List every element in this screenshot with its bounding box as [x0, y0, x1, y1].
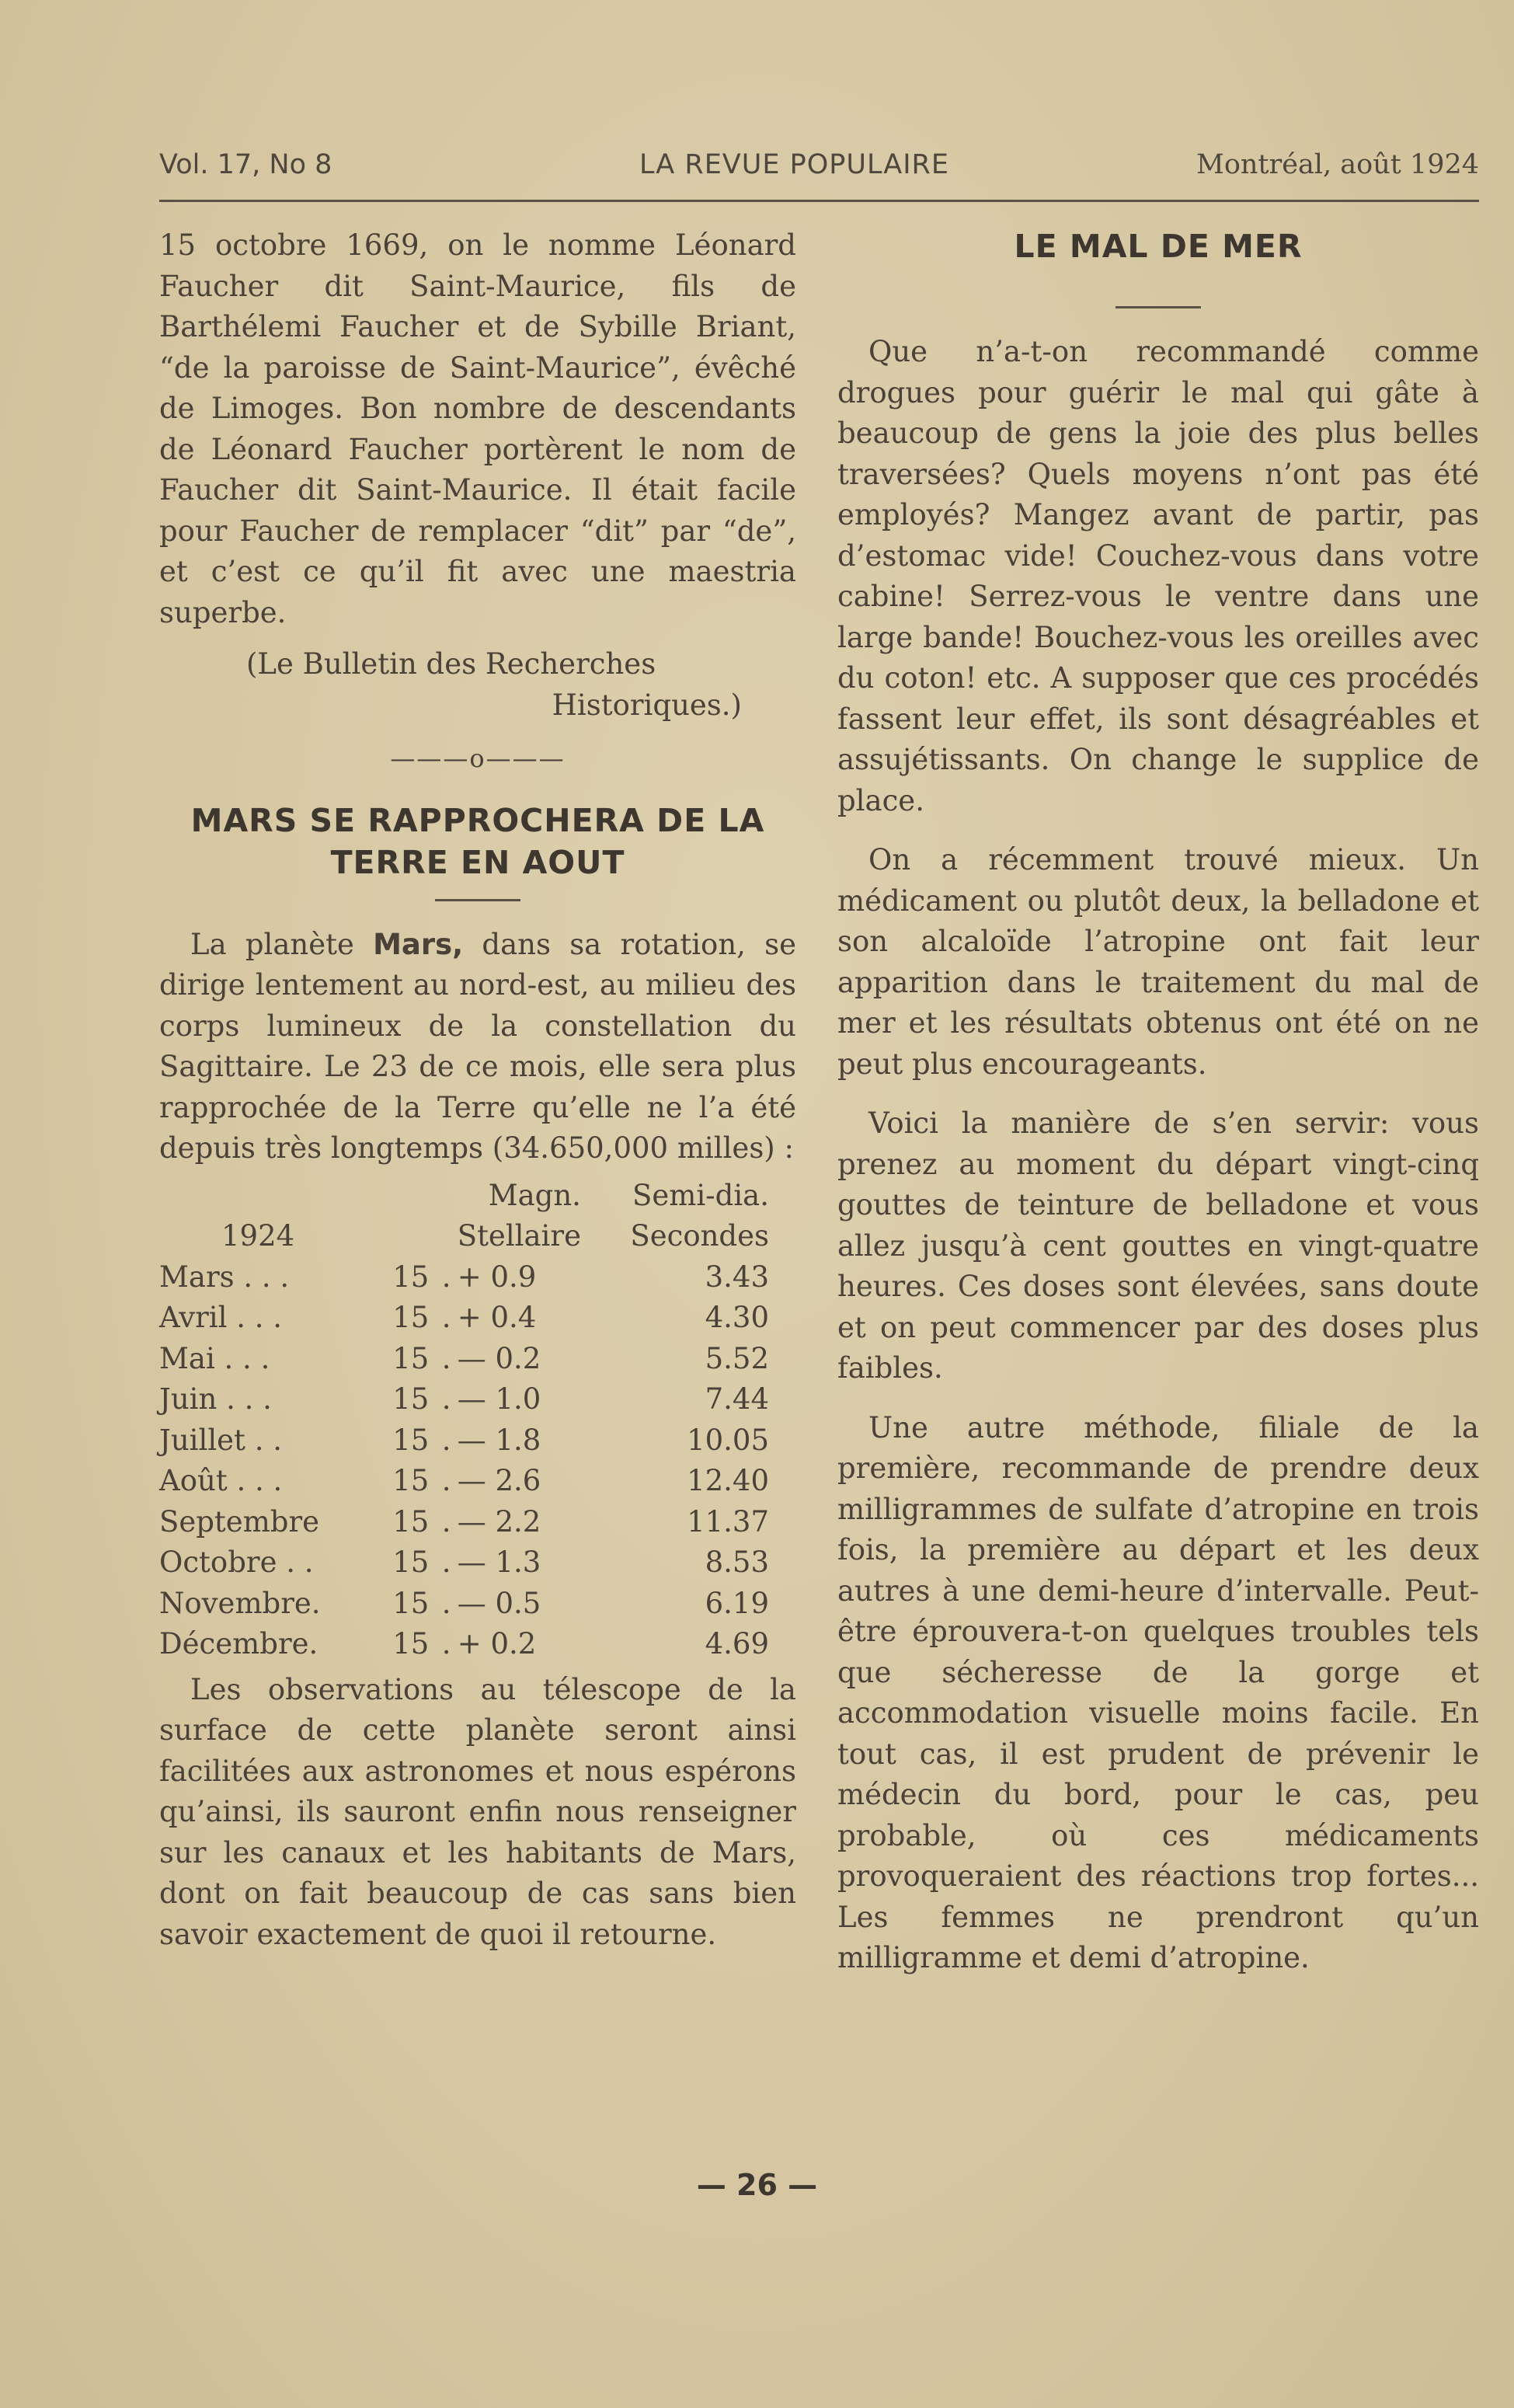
magnitude-cell: — 1.0 — [457, 1382, 541, 1416]
header-stellaire: Stellaire — [457, 1219, 581, 1253]
month-cell: Mai . . . — [159, 1341, 270, 1375]
right-column — [837, 225, 1479, 1979]
intro-paragraph: 15 octobre 1669, on le nomme Léonard Faucher dit Saint-Maurice, fils de Barthélemi Faucher et de Sybille Briant, “de la paroisse de Saint-Maurice”, évêché de Limoges. Bon nombre de descendants de Léonard Faucher portèrent le nom de Faucher dit Saint-Maurice. Il était facile pour Faucher de remplacer “dit” par “de”, et c’est ce qu’il fit avec une maestria superbe. — [159, 228, 796, 629]
day-cell: 15 — [392, 1260, 430, 1294]
dot-cell: . — [441, 1504, 451, 1539]
paragraph-3: Voici la manière de s’en servir: vous prenez au moment du départ vingt-cinq gouttes de teinture de belladone et vous allez jusqu’à cent gouttes en vingt-quatre heures. Ces doses sont élevées, sans doute et on peut commencer par des doses plus faibles. — [837, 1106, 1479, 1385]
table-body — [159, 1257, 796, 1665]
paragraph-2: On a récemment trouvé mieux. Un médicament ou plutôt deux, la belladone et son alcaloïde l’atropine ont fait leur apparition dans le traitement du mal de mer et les résultats obtenus ont été on ne peut plus encourageants. — [837, 843, 1479, 1081]
dot-cell: . — [441, 1382, 451, 1416]
observations-paragraph: Les observations au télescope de la surface de cette planète seront ainsi facilitées aux astronomes et nous espérons qu’ainsi, ils sauront enfin nous renseigner sur les canaux et les habitants de Mars, dont on fait beaucoup de cas sans bien savoir exactement de quoi il retourne. — [159, 1672, 796, 1951]
volume-number: Vol. 17, No 8 — [159, 149, 332, 180]
table-year: 1924 — [221, 1219, 295, 1253]
citation — [159, 644, 796, 726]
dot-cell: . — [441, 1586, 451, 1620]
seconds-cell: 3.43 — [705, 1260, 769, 1294]
header-secondes: Secondes — [630, 1219, 769, 1253]
table-row — [159, 1339, 796, 1380]
month-cell: Décembre. — [159, 1627, 318, 1661]
table-row — [159, 1298, 796, 1339]
mars-paragraph-start: La planète — [190, 927, 374, 961]
dot-cell: . — [441, 1260, 451, 1294]
table-row — [159, 1584, 796, 1625]
seconds-cell: 4.69 — [705, 1627, 769, 1661]
magnitude-cell: — 2.2 — [457, 1504, 541, 1539]
section-separator: ———o——— — [390, 744, 566, 773]
running-header — [159, 149, 1479, 196]
table-row — [159, 1379, 796, 1420]
magnitude-cell: + 0.9 — [457, 1260, 537, 1294]
day-cell: 15 — [392, 1423, 430, 1457]
place-date: Montréal, août 1924 — [1196, 149, 1479, 180]
magnitude-cell: + 0.4 — [457, 1301, 537, 1334]
month-cell: Mars . . . — [159, 1260, 290, 1294]
day-cell: 15 — [392, 1627, 430, 1661]
seconds-cell: 11.37 — [687, 1504, 769, 1539]
mars-table — [159, 1176, 796, 1665]
seconds-cell: 5.52 — [705, 1341, 769, 1375]
day-cell: 15 — [392, 1504, 430, 1539]
page-number: — 26 — — [696, 2168, 818, 2202]
seconds-cell: 7.44 — [705, 1382, 769, 1416]
table-row — [159, 1542, 796, 1584]
day-cell: 15 — [392, 1546, 430, 1579]
seconds-cell: 10.05 — [687, 1423, 769, 1457]
magnitude-cell: — 1.3 — [457, 1546, 541, 1579]
paragraph-4: Une autre méthode, filiale de la première, recommande de prendre deux milligrammes de sulfate d’atropine en trois fois, la première au départ et les deux autres à une demi-heure d’intervalle. Peut-être éprouvera-t-on quelques troubles tels que sécheresse de la gorge et accommodation visuelle moins facile. En tout cas, il est prudent de prévenir le médecin du bord, pour le cas, peu probable, où ces médicaments provoqueraient des réactions trop fortes... Les femmes ne prendront qu’un milligramme et demi d’atropine. — [837, 1410, 1479, 1974]
header-magnitude: Magn. — [488, 1178, 581, 1212]
day-cell: 15 — [392, 1464, 430, 1497]
month-cell: Août . . . — [159, 1464, 283, 1497]
magnitude-cell: — 0.2 — [457, 1341, 541, 1375]
table-header-row-2 — [159, 1216, 796, 1257]
day-cell: 15 — [392, 1341, 430, 1375]
table-row — [159, 1502, 796, 1543]
month-cell: Septembre — [159, 1504, 320, 1539]
table-row — [159, 1461, 796, 1502]
publication-title: LA REVUE POPULAIRE — [639, 149, 949, 180]
mars-bold-word: Mars, — [373, 927, 464, 961]
seconds-cell: 6.19 — [705, 1586, 769, 1620]
dot-cell: . — [441, 1301, 451, 1334]
month-cell: Juin . . . — [159, 1382, 272, 1416]
dot-cell: . — [441, 1627, 451, 1661]
magnitude-cell: + 0.2 — [457, 1627, 537, 1661]
title-rule — [1115, 306, 1201, 308]
magnitude-cell: — 2.6 — [457, 1464, 541, 1497]
magnitude-cell: — 0.5 — [457, 1586, 541, 1620]
dot-cell: . — [441, 1464, 451, 1497]
mal-de-mer-title: LE MAL DE MER — [1014, 228, 1303, 265]
month-cell: Avril . . . — [159, 1301, 283, 1334]
seconds-cell: 8.53 — [705, 1546, 769, 1579]
dot-cell: . — [441, 1546, 451, 1579]
mars-paragraph — [159, 925, 796, 1169]
table-row — [159, 1257, 796, 1298]
citation-line-1: (Le Bulletin des Recherches — [246, 647, 656, 681]
dot-cell: . — [441, 1341, 451, 1375]
seconds-cell: 12.40 — [687, 1464, 769, 1497]
mars-article-title: MARS SE RAPPROCHERA DE LA TERRE EN AOUT — [190, 801, 765, 881]
left-column — [159, 225, 796, 1955]
table-row — [159, 1420, 796, 1462]
seconds-cell: 4.30 — [705, 1301, 769, 1334]
table-header-row-1 — [159, 1176, 796, 1217]
dot-cell: . — [441, 1423, 451, 1457]
day-cell: 15 — [392, 1301, 430, 1334]
header-rule — [159, 200, 1479, 202]
day-cell: 15 — [392, 1382, 430, 1416]
magnitude-cell: — 1.8 — [457, 1423, 541, 1457]
paragraph-1: Que n’a-t-on recommandé comme drogues pour guérir le mal qui gâte à beaucoup de gens la joie des plus belles traversées? Quels moyens n’ont pas été employés? Mangez avant de partir, pas d’estomac vide! Couchez-vous dans votre cabine! Serrez-vous le ventre dans une large bande! Bouchez-vous les oreilles avec du coton! etc. A supposer que ces procédés fassent leur effet, ils sont désagréables et assujétissants. On change le supplice de place. — [837, 335, 1479, 817]
month-cell: Novembre. — [159, 1586, 321, 1620]
title-rule — [435, 899, 520, 901]
mars-paragraph-rest: dans sa rotation, se dirige lentement au nord-est, au milieu des corps lumineux de la constellation du Sagittaire. Le 23 de ce mois, elle sera plus rapprochée de la Terre qu’elle ne l’a été depuis très longtemps (34.650,000 milles) : — [159, 927, 796, 1165]
table-row — [159, 1624, 796, 1665]
month-cell: Juillet . . — [159, 1423, 282, 1457]
header-semi-diameter: Semi-dia. — [632, 1178, 769, 1212]
month-cell: Octobre . . — [159, 1546, 314, 1579]
citation-line-2: Historiques.) — [552, 688, 742, 722]
day-cell: 15 — [392, 1586, 430, 1620]
